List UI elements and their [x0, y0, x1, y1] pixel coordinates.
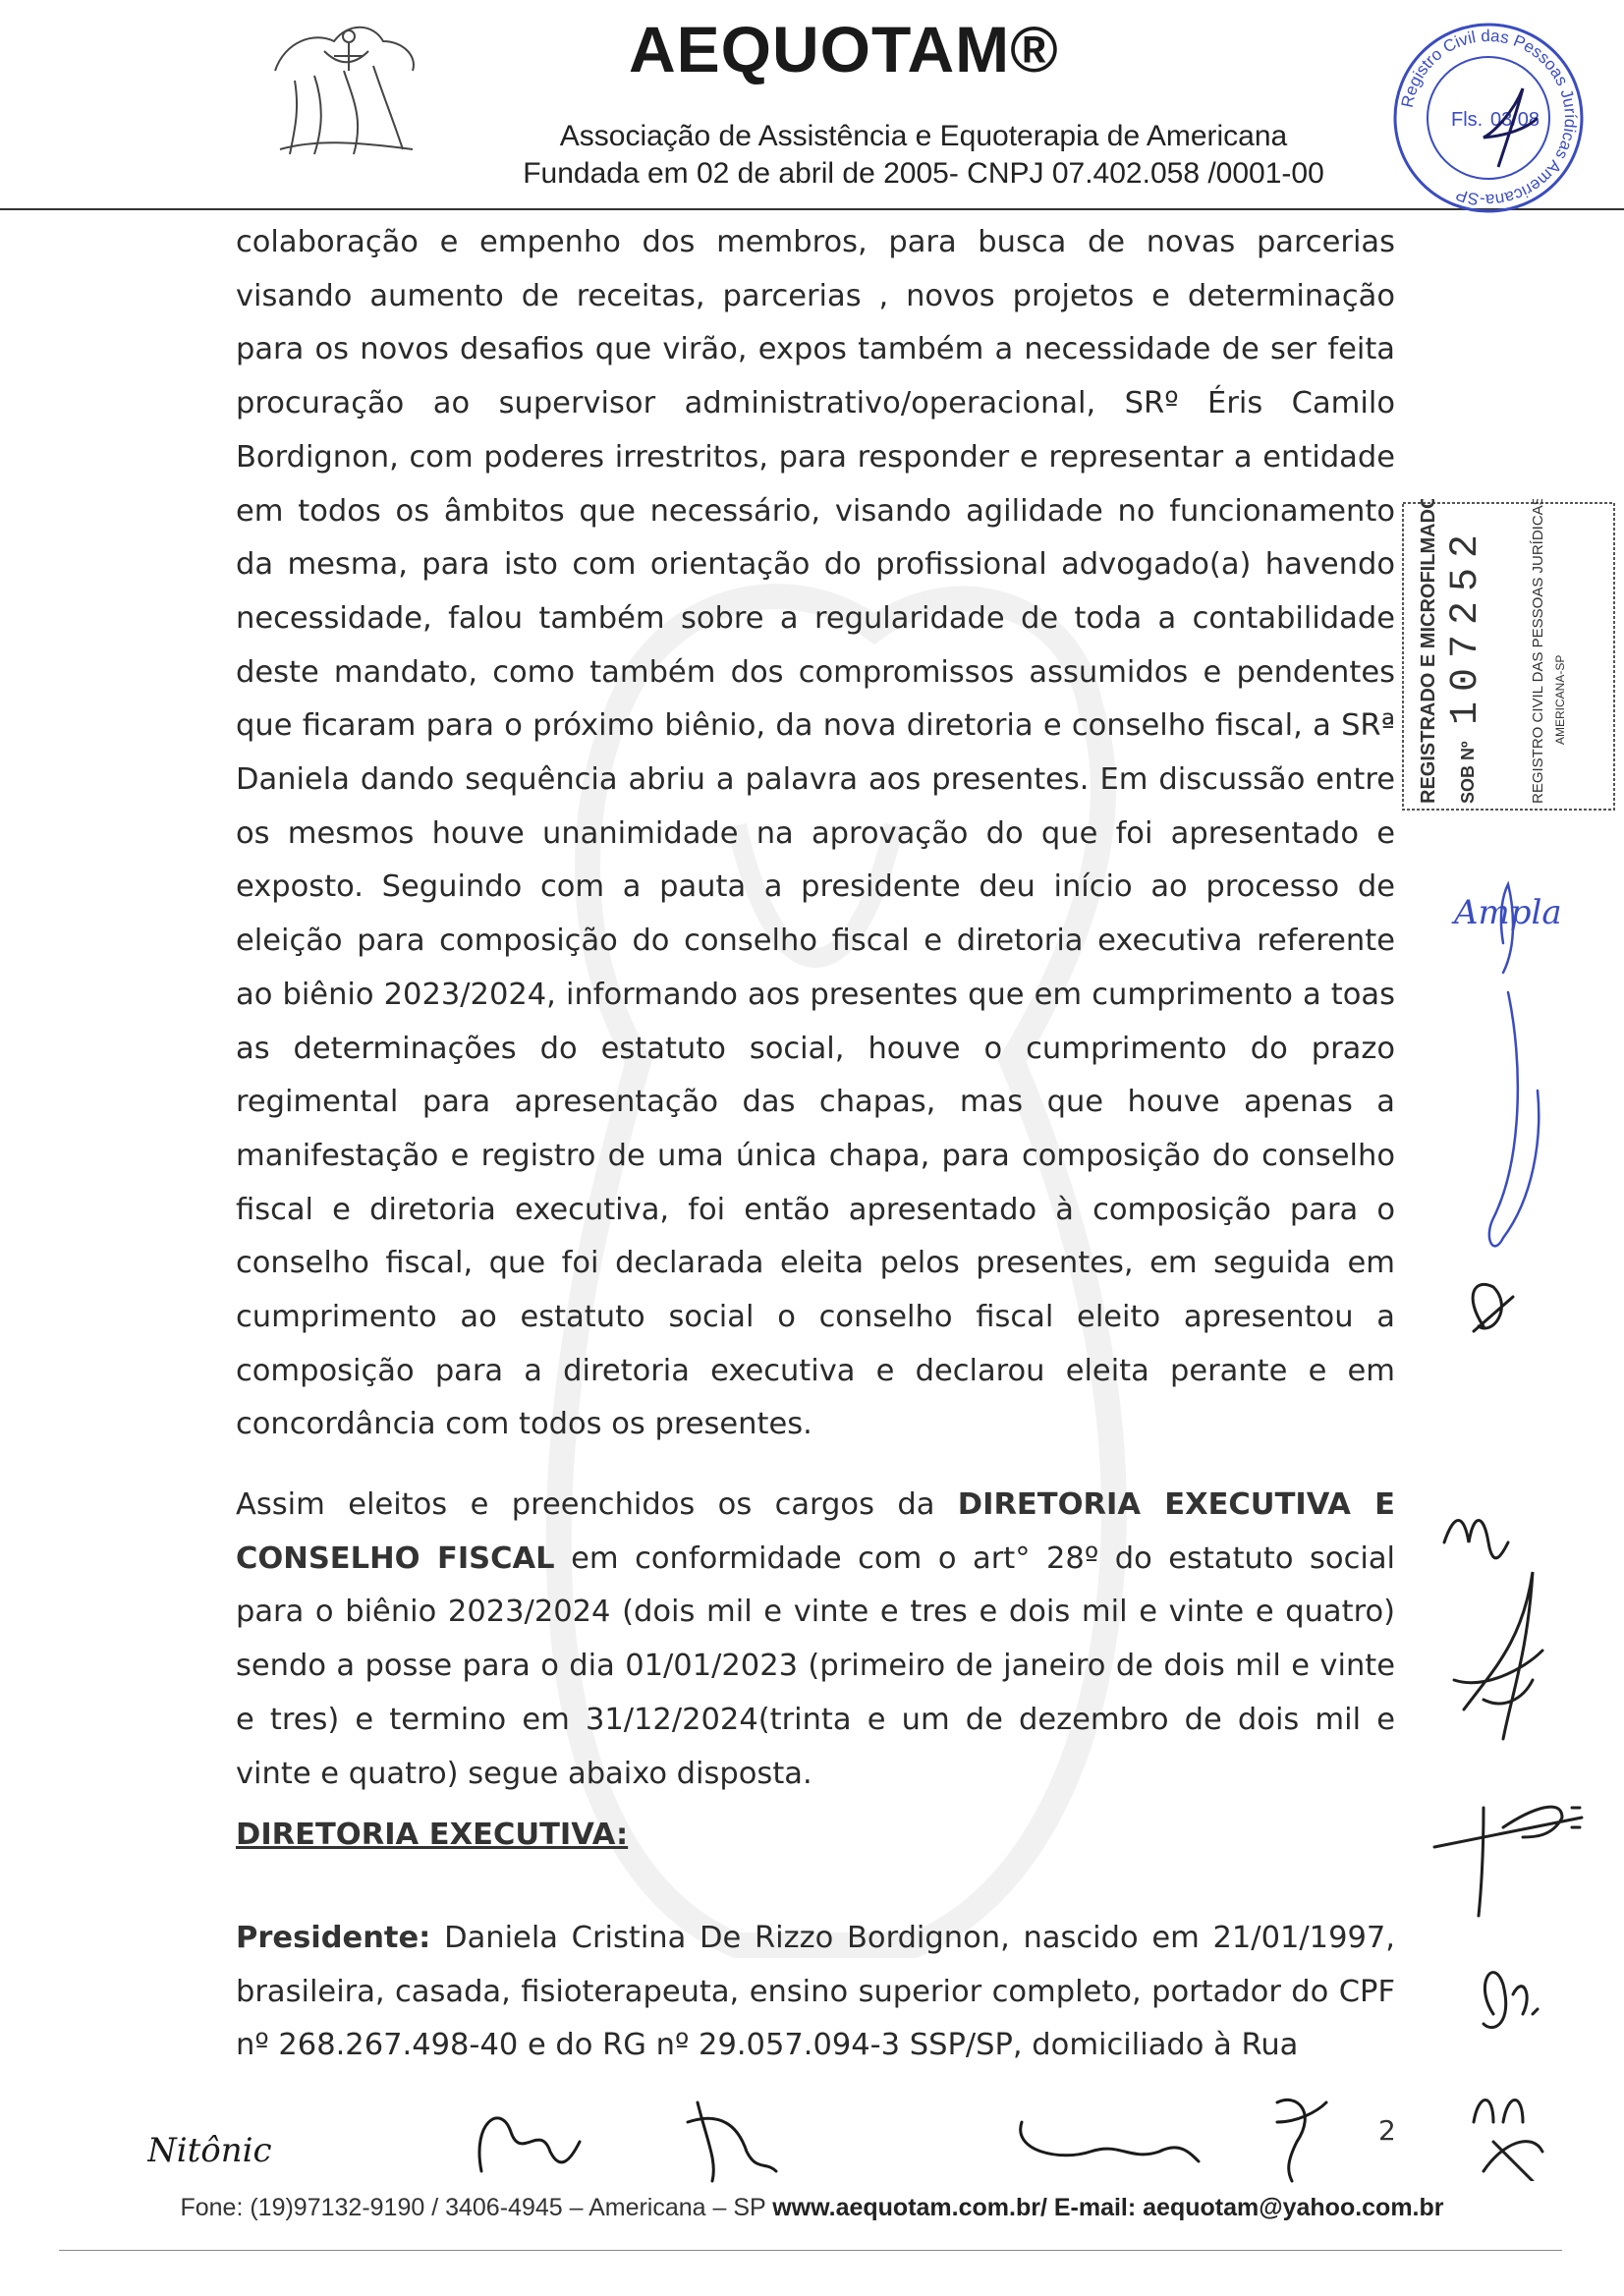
footer-phone: Fone: (19)97132-9190 / 3406-4945 – Americana – SP	[180, 2194, 766, 2221]
footer-divider	[59, 2250, 1562, 2251]
organization-name: AEQUOTAM®	[629, 13, 1059, 85]
body-paragraph-3	[236, 1912, 1395, 2073]
svg-text:Registro Civil das Pessoas Jur	[1398, 27, 1580, 209]
president-details: Daniela Cristina De Rizzo Bordignon, nascido em 21/01/1997, brasileira, casada, fisioterapeuta, ensino superior completo, portador do CPF nº 268.267.498-40 e do RG nº 29.057.094-3 SSP/SP, domiciliado à Rua	[236, 1921, 1395, 2063]
stamp-line-1: REGISTRADO E MICROFILMADO	[1418, 499, 1439, 804]
seal-fls-label: Fls.	[1451, 109, 1484, 131]
stamp-number: 107252	[1444, 524, 1488, 725]
signature-1: Nitônic	[147, 2131, 272, 2170]
header-divider	[0, 208, 1624, 210]
section-heading-diretoria: DIRETORIA EXECUTIVA:	[236, 1818, 629, 1852]
body-paragraph-continuation	[236, 216, 1395, 1452]
president-label: Presidente:	[236, 1921, 431, 1955]
footer-site-email: www.aequotam.com.br/ E-mail: aequotam@yahoo.com.br	[772, 2194, 1444, 2221]
seal-fls-value: 03/08	[1490, 109, 1540, 131]
body-paragraph-2	[236, 1479, 1395, 1801]
margin-note: Ampla	[1454, 893, 1562, 932]
bottom-signatures	[147, 2083, 1425, 2191]
registry-stamp-graphic	[1395, 499, 1621, 813]
stamp-line-4: AMERICANA-SP	[1553, 654, 1567, 745]
organization-founded-cnpj: Fundada em 02 de abril de 2005- CNPJ 07.402.058 /0001-00	[523, 157, 1324, 190]
paragraph-1: colaboração e empenho dos membros, para busca de novas parcerias visando aumento de receitas, parcerias , novos projetos e determinação para os novos desafios que virão, expos também a necessidade de ser feita procuração ao supervisor administrativo/operacional, SRº Éris Camilo Bordignon, com poderes irrestritos, para responder e representar a entidade em todos os âmbitos que necessário, visando agilidade no funcionamento da mesma, para isto com orientação do profissional advogado(a) havendo necessidade, falou também sobre a regularidade de toda a contabilidade deste mandato, como também dos compromissos assumidos e pendentes que ficaram para o próximo biênio, da nova diretoria e conselho fiscal, a SRª Daniela dando sequência abriu a palavra aos presentes. Em discussão entre os mesmos houve unanimidade na aprovação do que foi apresentado e exposto. Seguindo com a pauta a presidente deu início ao processo de eleição para composição do conselho fiscal e diretoria executiva referente ao biênio 2023/2024, informando aos presentes que em cumprimento a toas as determinações do estatuto social, houve o cumprimento do prazo regimental para apresentação das chapas, mas que houve apenas a manifestação e registro de uma única chapa, para composição do conselho fiscal e diretoria executiva, foi então apresentado à composição para o conselho fiscal, que foi declarada eleita pelos presentes, em seguida em cumprimento ao estatuto social o conselho fiscal eleito apresentou a composição para a diretoria executiva e declarou eleita perante e em concordância com todos os presentes.	[236, 225, 1395, 1442]
paragraph-2-rest: em conformidade com o art° 28º do estatuto social para o biênio 2023/2024 (dois mil e vinte e tres e dois mil e vinte e quatro) sendo a posse para o dia 01/01/2023 (primeiro de janeiro de dois mil e vinte e tres) e termino em 31/12/2024(trinta e um de dezembro de dois mil e vinte e quatro) segue abaixo disposta.	[236, 1540, 1396, 1791]
paragraph-2-intro: Assim eleitos e preenchidos os cargos da	[236, 1487, 935, 1522]
organization-fullname: Associação de Assistência e Equoterapia de Americana	[559, 120, 1288, 152]
registry-stamp	[1395, 499, 1621, 813]
seal-ring-text: Registro Civil das Pessoas Jurídicas Americana-SP	[1397, 26, 1581, 210]
margin-initials	[1425, 865, 1624, 2181]
page-number: 2	[1378, 2114, 1396, 2147]
paragraph-2-bold: DIRETORIA EXECUTIVA E CONSELHO FISCAL	[236, 1487, 1395, 1576]
footer-contact	[0, 2194, 1624, 2222]
stamp-number-label: SOB Nº	[1458, 741, 1478, 804]
registry-seal-stamp	[1390, 20, 1587, 216]
horse-logo	[255, 12, 432, 159]
stamp-line-3: REGISTRO CIVIL DAS PESSOAS JURÍDICAS	[1530, 499, 1546, 804]
